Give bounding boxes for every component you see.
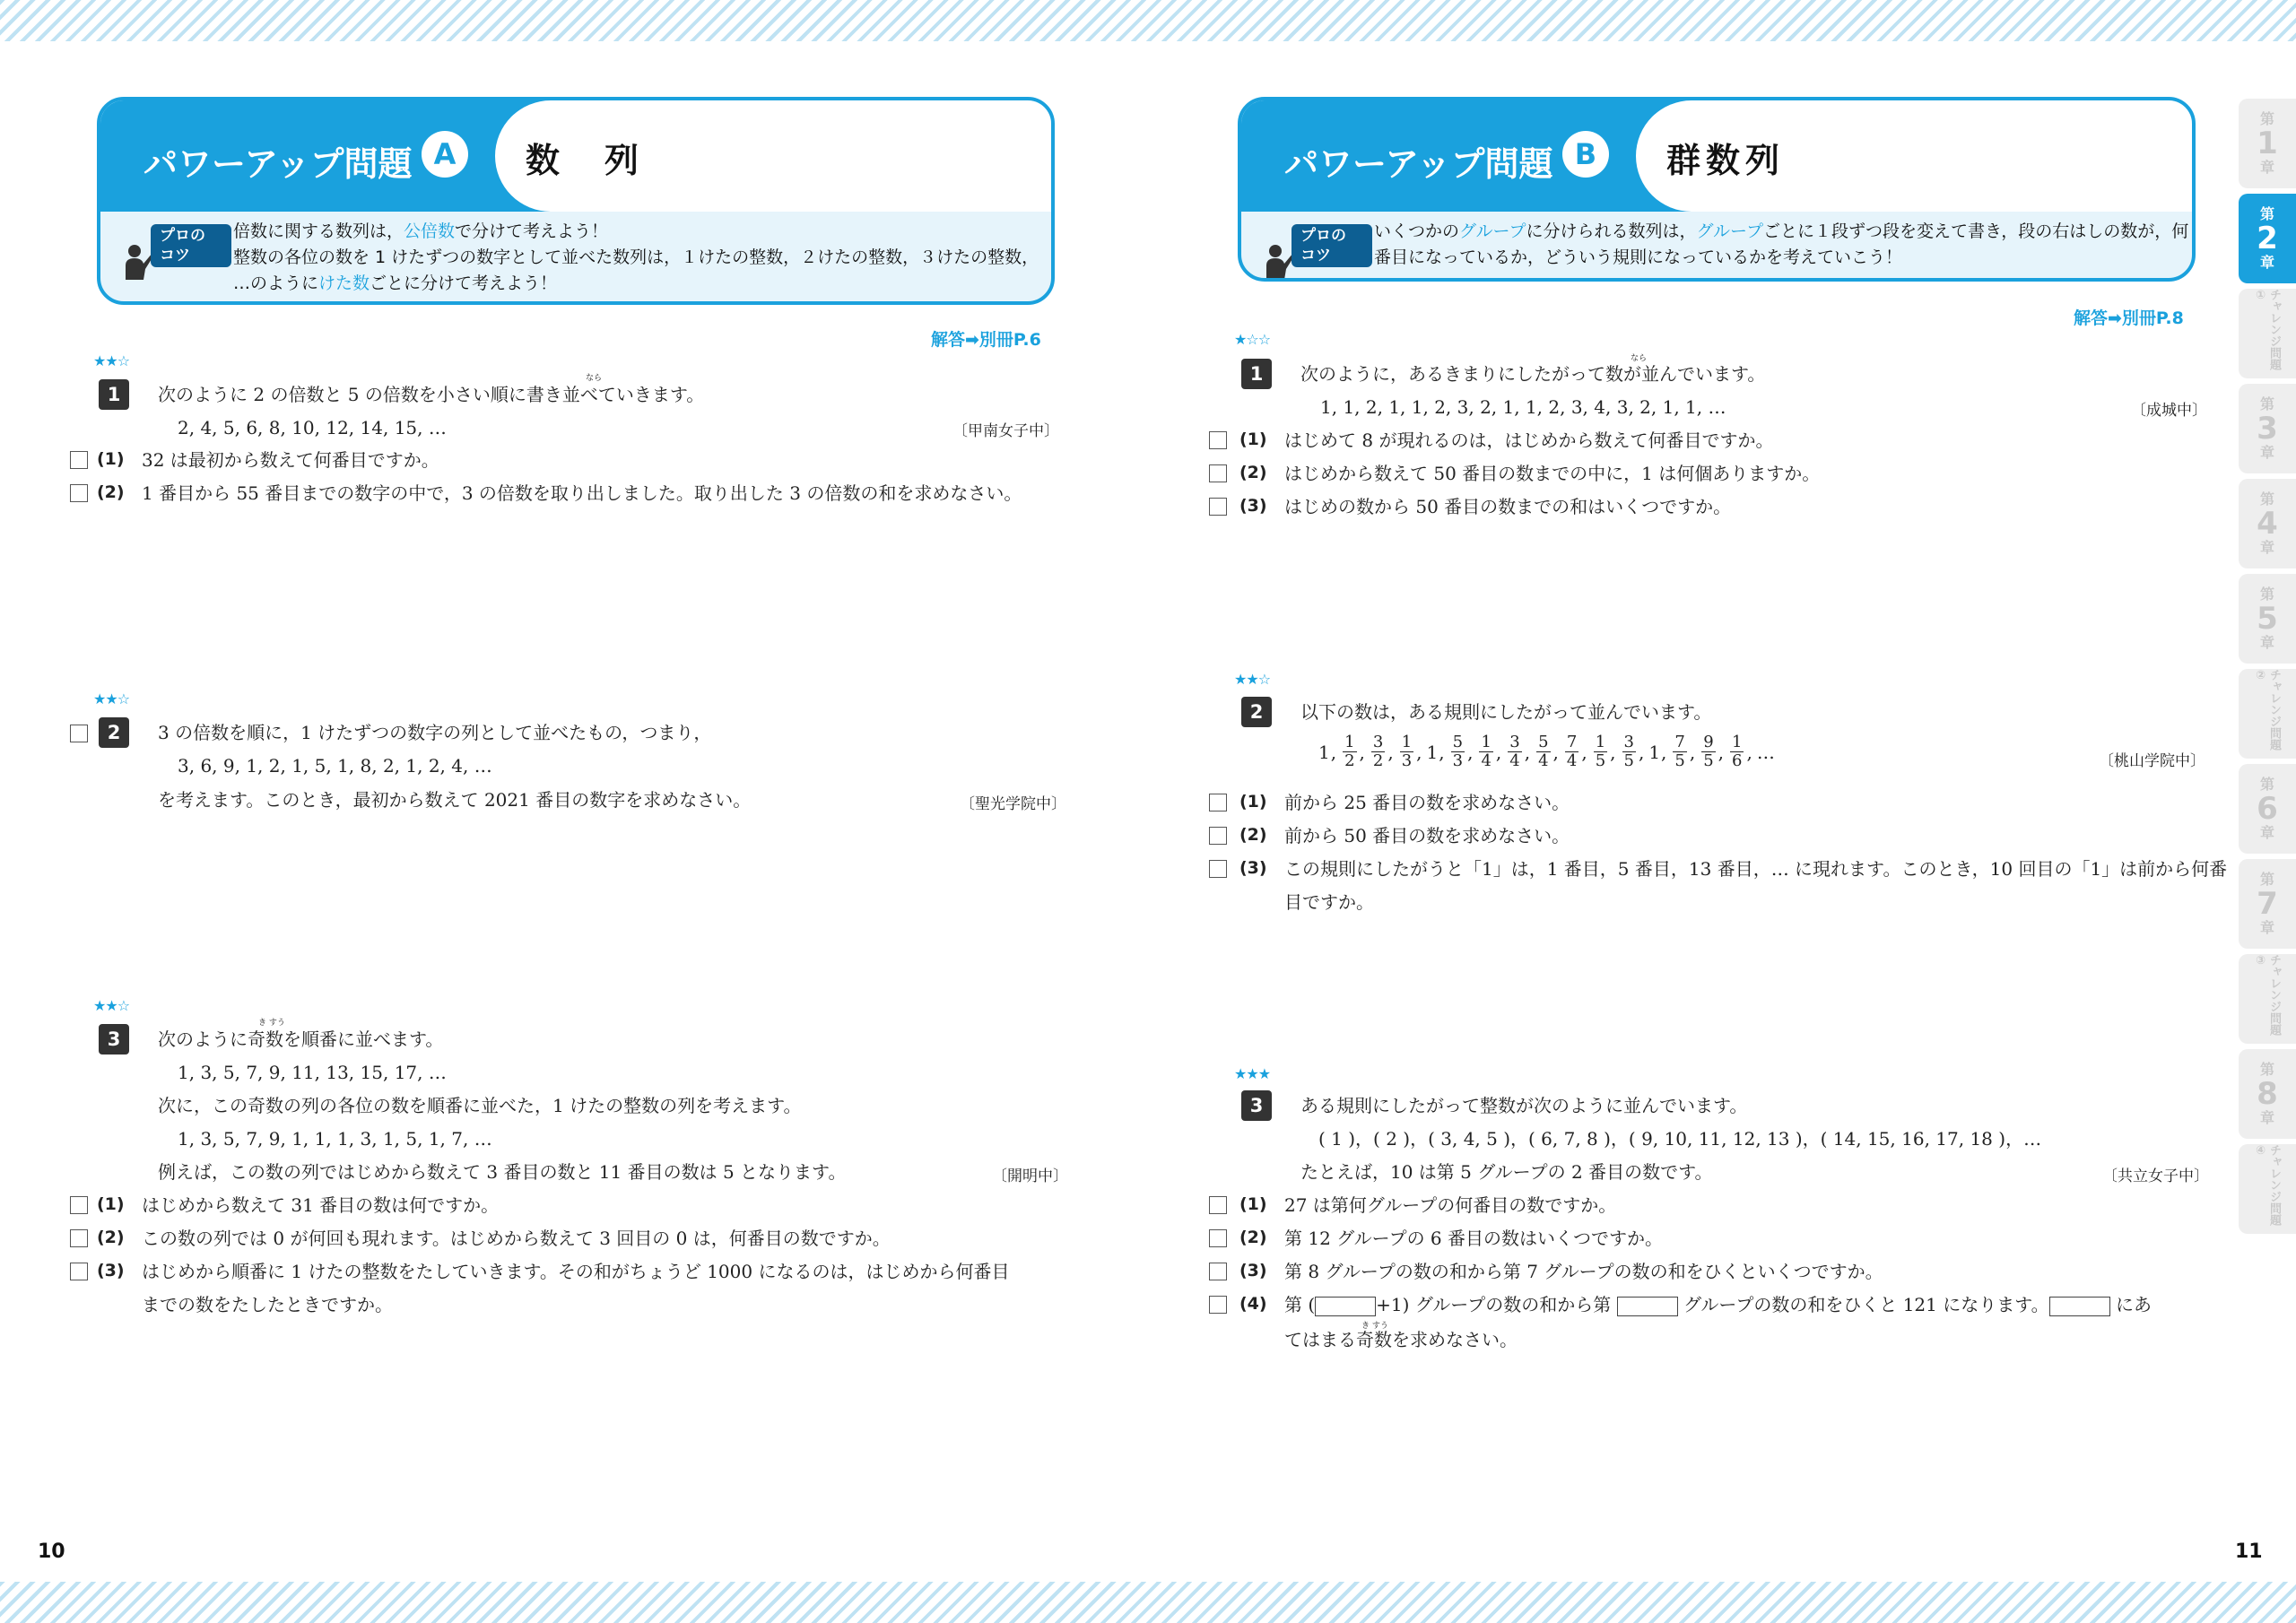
question-text: 次に，この奇数の列の各位の数を順番に並べた，1 けたの整数の列を考えます。 bbox=[158, 1095, 802, 1116]
checkbox[interactable] bbox=[1209, 464, 1227, 482]
sub-question-text: この数の列では 0 が何回も現れます。はじめから数えて 3 回目の 0 は，何番目の数ですか。 bbox=[142, 1228, 891, 1249]
furigana: なら bbox=[1631, 354, 1648, 363]
difficulty-stars: ★★☆ bbox=[93, 690, 130, 707]
sub-question-label: (2) bbox=[97, 1228, 125, 1247]
sequence-comma: , bbox=[1467, 741, 1474, 763]
topic-title: 数 列 bbox=[526, 141, 645, 180]
sequence-comma: , bbox=[1718, 741, 1725, 763]
header-title: パワーアップ問題 bbox=[144, 144, 413, 184]
sub-question-text: はじめの数から 50 番目の数までの和はいくつですか。 bbox=[1284, 496, 1732, 517]
sequence-comma: , bbox=[1552, 741, 1559, 763]
sequence-fraction: $\frac{5}{4}$ bbox=[1538, 733, 1549, 770]
checkbox[interactable] bbox=[1209, 498, 1227, 516]
sequence-comma: , bbox=[1359, 741, 1365, 763]
question-text: 次のように，あるきまりにしたがって数が並んでいます。 bbox=[1300, 363, 1766, 385]
answer-reference-link[interactable]: 解答➡別冊P.8 bbox=[2074, 308, 2184, 328]
furigana: き すう bbox=[258, 1019, 285, 1028]
sequence-fraction: $\frac{1}{2}$ bbox=[1344, 733, 1355, 770]
sub-question-text-continued: までの数をたしたときですか。 bbox=[142, 1294, 393, 1315]
sequence-ellipsis: … bbox=[1756, 741, 1775, 763]
checkbox[interactable] bbox=[1209, 860, 1227, 878]
tip-text: いくつかのグループに分けられる数列は，グループごとに１段ずつ段を変えて書き，段の右はしの数が，何 番目になっているか，どういう規則になっているかを考えていこう！ bbox=[1374, 221, 2189, 267]
pro-kotsu-label: プロの コツ bbox=[151, 224, 231, 267]
tab-chapter-7[interactable] bbox=[2239, 859, 2296, 949]
sequence-comma: , bbox=[1439, 741, 1445, 763]
difficulty-stars: ★★☆ bbox=[93, 997, 130, 1014]
tab-label: 第 bbox=[2259, 490, 2274, 508]
checkbox[interactable] bbox=[1209, 1296, 1227, 1314]
sub-question-text: はじめから順番に 1 けたの整数をたしていきます。その和がちょうど 1000 になるのは，はじめから何番目 bbox=[142, 1261, 1010, 1282]
answer-blank[interactable] bbox=[1315, 1297, 1376, 1316]
number-sequence: 3, 6, 9, 1, 2, 1, 5, 1, 8, 2, 1, 2, 4, … bbox=[178, 755, 492, 777]
sequence-comma: , bbox=[1661, 741, 1667, 763]
sub-question-label: (2) bbox=[97, 482, 125, 502]
chapter-tabs bbox=[2239, 99, 2296, 1239]
source-school: 〔開明中〕 bbox=[992, 1167, 1068, 1185]
tab-label: 章 bbox=[2259, 254, 2274, 271]
tab-label: 第 bbox=[2259, 776, 2274, 793]
difficulty-stars: ★☆☆ bbox=[1234, 331, 1271, 348]
tab-label: 章 bbox=[2259, 159, 2274, 176]
sub-question-text: 1 番目から 55 番目までの数字の中で，3 の倍数を取り出しました。取り出した 3 の倍数の和を求めなさい。 bbox=[142, 482, 1022, 504]
pro-kotsu-label: プロの コツ bbox=[1292, 224, 1372, 267]
page-number-right: 11 bbox=[2235, 1541, 2263, 1563]
tab-label: 2 bbox=[2257, 221, 2278, 256]
sequence-comma: , bbox=[1746, 741, 1752, 763]
question-number: 2 bbox=[1241, 697, 1272, 727]
checkbox[interactable] bbox=[70, 1196, 88, 1214]
checkbox[interactable] bbox=[1209, 431, 1227, 449]
question-text: 3 の倍数を順に，1 けたずつの数字の列として並べたもの，つまり， bbox=[158, 722, 712, 743]
topic-panel bbox=[1636, 100, 2192, 212]
question-number: 2 bbox=[99, 717, 129, 748]
tab-label: 3 bbox=[2257, 411, 2278, 447]
sub-question-label: (2) bbox=[1239, 825, 1267, 845]
sub-question-label: (3) bbox=[1239, 1261, 1267, 1280]
sub-question-text: はじめて 8 が現れるのは，はじめから数えて何番目ですか。 bbox=[1284, 430, 1774, 451]
top-stripe-border bbox=[0, 0, 2296, 41]
sub-question-text: 27 は第何グループの何番目の数ですか。 bbox=[1284, 1194, 1617, 1216]
sequence-comma: , bbox=[1495, 741, 1502, 763]
sub-question-text-continued: 目ですか。 bbox=[1284, 891, 1374, 913]
sub-question-text: はじめから数えて 50 番目の数までの中に，1 は何個ありますか。 bbox=[1284, 463, 1821, 484]
tab-chapter-8[interactable] bbox=[2239, 1049, 2296, 1139]
tab-chapter-5[interactable] bbox=[2239, 574, 2296, 664]
difficulty-stars: ★★★ bbox=[1234, 1065, 1271, 1082]
tab-label: 章 bbox=[2259, 1109, 2274, 1126]
tab-label: チャレンジ問題④ bbox=[2254, 1144, 2281, 1226]
sequence-comma: , bbox=[1524, 741, 1531, 763]
header-title: パワーアップ問題 bbox=[1284, 144, 1553, 184]
sequence-comma: , bbox=[1581, 741, 1587, 763]
number-sequence: 1, 3, 5, 7, 9, 11, 13, 15, 17, … bbox=[178, 1062, 447, 1083]
sub-question-text: 32 は最初から数えて何番目ですか。 bbox=[142, 449, 439, 471]
source-school: 〔成城中〕 bbox=[2131, 402, 2207, 420]
tab-label: 第 bbox=[2259, 110, 2274, 127]
sub-question-label: (1) bbox=[97, 1194, 125, 1214]
tab-chapter-6[interactable] bbox=[2239, 764, 2296, 854]
checkbox[interactable] bbox=[70, 1263, 88, 1280]
tab-label: 章 bbox=[2259, 824, 2274, 841]
tab-label: 1 bbox=[2257, 126, 2278, 161]
sub-question-label: (2) bbox=[1239, 1228, 1267, 1247]
sequence-fraction: $\frac{5}{3}$ bbox=[1452, 733, 1464, 770]
sequence-fraction: $\frac{3}{5}$ bbox=[1623, 733, 1634, 770]
sub-question-label: (1) bbox=[97, 449, 125, 469]
checkbox[interactable] bbox=[70, 1229, 88, 1247]
answer-blank[interactable] bbox=[2049, 1297, 2110, 1316]
question-number: 3 bbox=[99, 1024, 129, 1055]
tab-chapter-3[interactable] bbox=[2239, 384, 2296, 473]
teacher-icon bbox=[1265, 244, 1295, 280]
sub-question-text: 第 ( +1) グループの数の和から第 グループの数の和をひくと 121 になります。 にあ bbox=[1284, 1294, 2152, 1315]
sequence-fraction: $\frac{1}{6}$ bbox=[1732, 733, 1743, 770]
sub-question-label: (1) bbox=[1239, 792, 1267, 812]
tip-text: 倍数に関する数列は，公倍数で分けて考えよう！ 整数の各位の数を 1 けたずつの数字として並べた数列は，１けたの整数，２けたの整数，３けたの整数， …のようにけた数ごとに分けて考えよう！ bbox=[233, 221, 1039, 293]
number-sequence: 1, 3, 5, 7, 9, 1, 1, 1, 3, 1, 5, 1, 7, … bbox=[178, 1128, 492, 1150]
question-text: 以下の数は，ある規則にしたがって並んでいます。 bbox=[1300, 701, 1712, 723]
sub-question-text: 第 12 グループの 6 番目の数はいくつですか。 bbox=[1284, 1228, 1664, 1249]
group-sequence: ( 1 )，( 2 )，( 3, 4, 5 )，( 6, 7, 8 )，( 9, 10, 11, 12, 13 )，( 14, 15, 16, 17, 18 )，… bbox=[1318, 1128, 2042, 1150]
header-box-b bbox=[1238, 97, 2196, 282]
checkbox[interactable] bbox=[1209, 1229, 1227, 1247]
sequence-comma: , bbox=[1610, 741, 1616, 763]
difficulty-stars: ★★☆ bbox=[93, 352, 130, 369]
number-sequence: 1, 1, 2, 1, 1, 2, 3, 2, 1, 1, 2, 3, 4, 3, 2, 1, 1, … bbox=[1320, 396, 1726, 418]
sequence-fraction: $\frac{3}{4}$ bbox=[1509, 733, 1520, 770]
sub-question-label: (1) bbox=[1239, 1194, 1267, 1214]
tab-challenge[interactable] bbox=[2239, 1144, 2296, 1234]
question-text: を考えます。このとき，最初から数えて 2021 番目の数字を求めなさい。 bbox=[158, 789, 752, 811]
question-text: 次のように 2 の倍数と 5 の倍数を小さい順に書き並べていきます。 bbox=[158, 384, 705, 405]
tab-label: 8 bbox=[2257, 1076, 2278, 1112]
checkbox[interactable] bbox=[70, 451, 88, 469]
tab-label: 章 bbox=[2259, 919, 2274, 936]
source-school: 〔聖光学院中〕 bbox=[960, 795, 1066, 813]
question-number: 1 bbox=[1241, 359, 1272, 389]
tab-chapter-2[interactable] bbox=[2239, 194, 2296, 283]
sub-question-text: はじめから数えて 31 番目の数は何ですか。 bbox=[142, 1194, 500, 1216]
sequence-whole-number: 1 bbox=[1426, 741, 1439, 763]
checkbox[interactable] bbox=[1209, 794, 1227, 812]
tab-label: 5 bbox=[2257, 601, 2278, 637]
tab-label: 第 bbox=[2259, 205, 2274, 222]
sub-question-label: (4) bbox=[1239, 1294, 1267, 1314]
number-sequence: 2, 4, 5, 6, 8, 10, 12, 14, 15, … bbox=[178, 417, 447, 438]
answer-blank[interactable] bbox=[1617, 1297, 1678, 1316]
sub-question-text-continued: てはまる奇数を求めなさい。 bbox=[1284, 1329, 1518, 1350]
tab-label: 章 bbox=[2259, 539, 2274, 556]
header-box-a bbox=[97, 97, 1055, 305]
source-school: 〔桃山学院中〕 bbox=[2099, 752, 2205, 770]
tab-label: チャレンジ問題② bbox=[2254, 669, 2281, 751]
tab-chapter-1[interactable] bbox=[2239, 99, 2296, 188]
sub-question-label: (2) bbox=[1239, 463, 1267, 482]
sequence-fraction: $\frac{3}{2}$ bbox=[1372, 733, 1384, 770]
sequence-comma: , bbox=[1330, 741, 1337, 763]
sequence-whole-number: 1 bbox=[1648, 741, 1661, 763]
difficulty-stars: ★★☆ bbox=[1234, 671, 1271, 688]
sequence-comma: , bbox=[1416, 741, 1422, 763]
tab-label: 章 bbox=[2259, 444, 2274, 461]
sequence-fraction: $\frac{7}{4}$ bbox=[1566, 733, 1578, 770]
checkbox[interactable] bbox=[1209, 1263, 1227, 1280]
tab-label: 第 bbox=[2259, 1061, 2274, 1078]
question-text: ある規則にしたがって整数が次のように並んでいます。 bbox=[1300, 1095, 1748, 1116]
sub-question-text: 前から 50 番目の数を求めなさい。 bbox=[1284, 825, 1570, 846]
tab-challenge[interactable] bbox=[2239, 669, 2296, 759]
tab-challenge[interactable] bbox=[2239, 954, 2296, 1044]
tab-label: チャレンジ問題③ bbox=[2254, 954, 2281, 1036]
answer-reference-link[interactable]: 解答➡別冊P.6 bbox=[931, 330, 1041, 350]
sequence-fraction: $\frac{1}{5}$ bbox=[1595, 733, 1606, 770]
sequence-whole-number: 1 bbox=[1318, 741, 1330, 763]
question-text: 次のように奇数を順番に並べます。 bbox=[158, 1028, 444, 1050]
teacher-icon bbox=[124, 244, 154, 280]
sequence-comma: , bbox=[1387, 741, 1394, 763]
sequence-fraction: $\frac{9}{5}$ bbox=[1703, 733, 1714, 770]
question-text: たとえば，10 は第 5 グループの 2 番目の数です。 bbox=[1300, 1161, 1713, 1183]
sub-question-label: (3) bbox=[1239, 858, 1267, 878]
tab-label: 章 bbox=[2259, 634, 2274, 651]
topic-title: 群数列 bbox=[1666, 141, 1786, 180]
tab-label: チャレンジ問題① bbox=[2254, 289, 2281, 370]
furigana: き すう bbox=[1361, 1322, 1388, 1331]
furigana: なら bbox=[586, 374, 603, 383]
tab-chapter-4[interactable] bbox=[2239, 479, 2296, 568]
sub-question-label: (3) bbox=[1239, 496, 1267, 516]
tab-label: 6 bbox=[2257, 791, 2278, 827]
topic-panel bbox=[495, 100, 1051, 212]
header-badge: B bbox=[1562, 131, 1609, 178]
tab-label: 4 bbox=[2257, 506, 2278, 542]
sub-question-text: 第 8 グループの数の和から第 7 グループの数の和をひくといくつですか。 bbox=[1284, 1261, 1883, 1282]
header-badge: A bbox=[422, 131, 468, 178]
sequence-comma: , bbox=[1638, 741, 1645, 763]
source-school: 〔共立女子中〕 bbox=[2102, 1167, 2209, 1185]
sub-question-text: 前から 25 番目の数を求めなさい。 bbox=[1284, 792, 1570, 813]
sequence-fraction: $\frac{7}{5}$ bbox=[1674, 733, 1685, 770]
tab-challenge[interactable] bbox=[2239, 289, 2296, 378]
checkbox[interactable] bbox=[1209, 827, 1227, 845]
sequence-comma: , bbox=[1689, 741, 1696, 763]
source-school: 〔甲南女子中〕 bbox=[952, 422, 1059, 440]
bottom-stripe-border bbox=[0, 1582, 2296, 1623]
page-number-left: 10 bbox=[38, 1541, 65, 1563]
checkbox[interactable] bbox=[70, 725, 88, 742]
question-number: 1 bbox=[99, 379, 129, 410]
tab-label: 第 bbox=[2259, 395, 2274, 412]
sequence-fraction: $\frac{1}{4}$ bbox=[1481, 733, 1492, 770]
tab-label: 第 bbox=[2259, 871, 2274, 888]
checkbox[interactable] bbox=[1209, 1196, 1227, 1214]
question-number: 3 bbox=[1241, 1090, 1272, 1121]
tab-label: 7 bbox=[2257, 886, 2278, 922]
tab-label: 第 bbox=[2259, 586, 2274, 603]
sub-question-text: この規則にしたがうと「1」は，1 番目，5 番目，13 番目，… に現れます。このとき，10 回目の「1」は前から何番 bbox=[1284, 858, 2228, 880]
fraction-sequence bbox=[1318, 733, 1775, 770]
sequence-fraction: $\frac{1}{3}$ bbox=[1401, 733, 1413, 770]
sub-question-label: (3) bbox=[97, 1261, 125, 1280]
checkbox[interactable] bbox=[70, 484, 88, 502]
question-text: 例えば，この数の列ではじめから数えて 3 番目の数と 11 番目の数は 5 となります。 bbox=[158, 1161, 847, 1183]
sub-question-label: (1) bbox=[1239, 430, 1267, 449]
